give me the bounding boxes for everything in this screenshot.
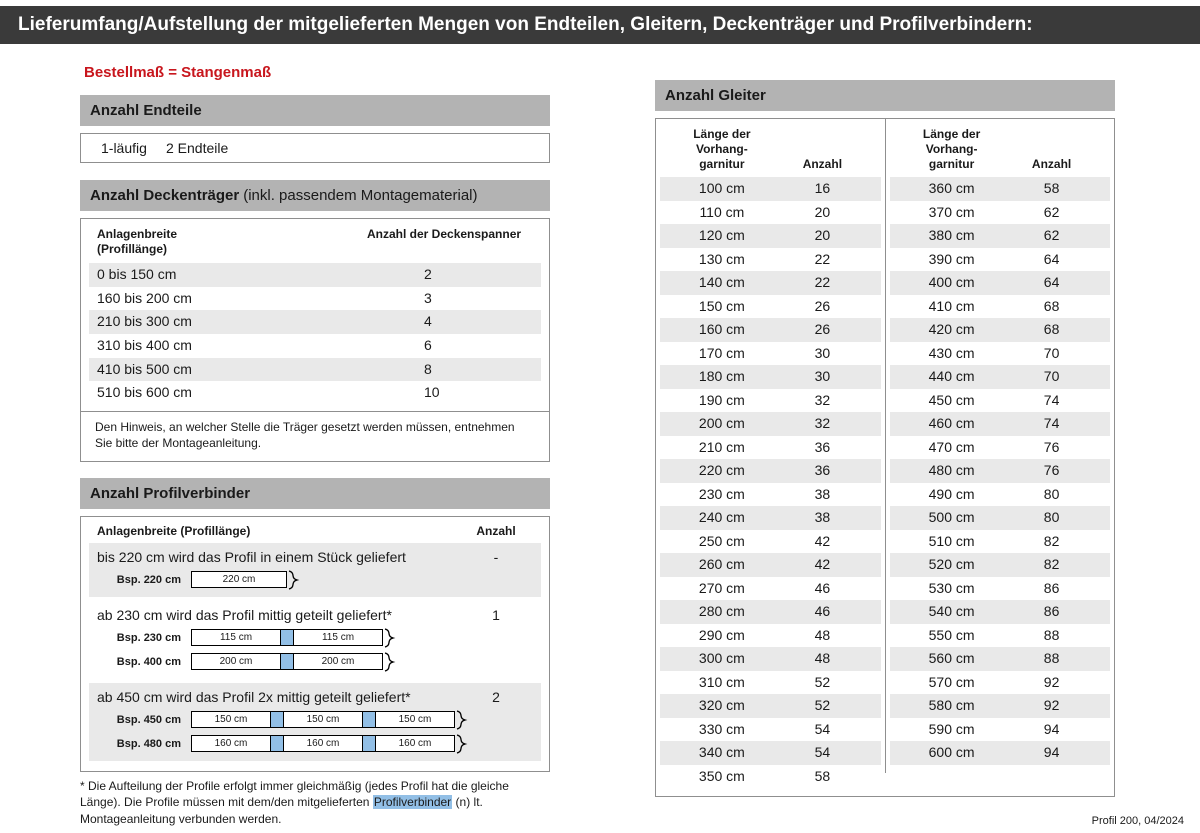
gleiter-row [890, 177, 1110, 201]
profilverbinder-table [80, 516, 550, 772]
section-header-profilverbinder: Anzahl Profilverbinder [80, 478, 550, 509]
gleiter-row [890, 647, 1110, 671]
rule-text: bis 220 cm wird das Profil in einem Stück geliefert [97, 548, 406, 565]
gleiter-row [660, 624, 881, 648]
page-title: Lieferumfang/Aufstellung der mitgelieferten Mengen von Endteilen, Gleitern, Deckenträger und Profilverbindern: [0, 6, 1200, 44]
profile-example-row [89, 650, 541, 674]
profile-segment: 150 cm [283, 711, 363, 728]
gleiter-row [660, 342, 881, 366]
gleiter-row [890, 342, 1110, 366]
anzahl-cell: 76 [1043, 462, 1060, 478]
anzahl-cell: 52 [814, 673, 831, 690]
col-anlagenbreite-line2: (Profillänge) [97, 242, 168, 256]
laenge-cell: 500 cm [928, 509, 975, 525]
laenge-cell: 250 cm [698, 532, 745, 549]
anzahl-cell: 74 [1043, 391, 1060, 408]
deckentraeger-row [89, 381, 541, 405]
anzahl-cell: 58 [814, 767, 831, 784]
gleiter-row [660, 530, 881, 554]
endteile-row-label: 1-läufig [101, 140, 147, 156]
col-anzahl: Anzahl [1031, 157, 1072, 171]
laenge-cell: 140 cm [698, 274, 745, 290]
profile-segment: 160 cm [375, 735, 455, 752]
gleiter-rows-right [890, 177, 1110, 765]
col-anlagenbreite [81, 227, 367, 257]
col-laenge-line3: garnitur [928, 157, 975, 171]
laenge-cell: 100 cm [698, 180, 745, 196]
anzahl-cell: 76 [1043, 438, 1060, 455]
anzahl-cell: 94 [1043, 744, 1060, 760]
anlagenbreite-cell: 510 bis 600 cm [97, 384, 192, 401]
profilverbinder-connector [280, 653, 294, 670]
laenge-cell: 200 cm [698, 415, 745, 431]
anzahl-cell: 46 [814, 603, 831, 619]
anzahl-cell: 54 [814, 744, 831, 760]
deckentraeger-table-header [81, 219, 549, 263]
anzahl-cell: 4 [424, 313, 432, 330]
gleiter-row [890, 741, 1110, 765]
col-anzahl: Anzahl [476, 523, 516, 538]
laenge-cell: 530 cm [928, 579, 975, 596]
gleiter-row [890, 271, 1110, 295]
anzahl-cell: 26 [814, 321, 831, 337]
anlagenbreite-cell: 410 bis 500 cm [97, 360, 192, 377]
right-column [655, 80, 1115, 797]
gleiter-row [890, 694, 1110, 718]
deckentraeger-rows [81, 263, 549, 411]
anzahl-cell: 62 [1043, 203, 1060, 220]
deckentraeger-row [89, 310, 541, 334]
anzahl-cell: 82 [1043, 532, 1060, 549]
gleiter-table-left-half [656, 119, 885, 796]
gleiter-row [890, 506, 1110, 530]
anzahl-cell: 64 [1043, 250, 1060, 267]
laenge-cell: 380 cm [928, 227, 975, 243]
profilverbinder-rule-row [89, 685, 541, 708]
laenge-cell: 370 cm [928, 203, 975, 220]
gleiter-header-right [890, 125, 1110, 177]
anlagenbreite-cell: 160 bis 200 cm [97, 289, 192, 306]
profile-break-icon [456, 734, 468, 754]
laenge-cell: 130 cm [698, 250, 745, 267]
anzahl-cell: 70 [1043, 368, 1060, 384]
anzahl-cell: 54 [814, 720, 831, 737]
anzahl-cell: 88 [1043, 650, 1060, 666]
profilverbinder-group [89, 601, 541, 679]
profilverbinder-connector [270, 711, 284, 728]
profile-segment: 200 cm [293, 653, 383, 670]
gleiter-row [660, 436, 881, 460]
profile-segment: 115 cm [293, 629, 383, 646]
deckentraeger-row [89, 287, 541, 311]
anzahl-cell: 62 [1043, 227, 1060, 243]
gleiter-row [660, 577, 881, 601]
profile-break-icon [288, 570, 300, 590]
laenge-cell: 520 cm [928, 556, 975, 572]
gleiter-row [660, 741, 881, 765]
laenge-cell: 230 cm [698, 485, 745, 502]
anzahl-cell: 20 [814, 203, 831, 220]
anzahl-cell: 86 [1043, 603, 1060, 619]
gleiter-row [890, 530, 1110, 554]
anzahl-cell: 68 [1043, 321, 1060, 337]
profilverbinder-group [89, 543, 541, 597]
profilverbinder-groups [81, 543, 549, 761]
laenge-cell: 340 cm [698, 744, 745, 760]
anzahl-cell: 80 [1043, 485, 1060, 502]
laenge-cell: 460 cm [928, 415, 975, 431]
gleiter-table-right-half [885, 119, 1114, 773]
laenge-cell: 540 cm [928, 603, 975, 619]
anzahl-cell: 48 [814, 650, 831, 666]
anzahl-cell: 20 [814, 227, 831, 243]
gleiter-row [890, 483, 1110, 507]
footnote-text-pre: * Die Aufteilung der Profile erfolgt immer gleichmäßig (jedes Profil hat die gleiche Länge). Die Profile müssen mit dem/den mitgelieferten [80, 778, 509, 810]
col-laenge-vorhanggarnitur [660, 127, 784, 172]
laenge-cell: 160 cm [698, 321, 745, 337]
section-header-gleiter: Anzahl Gleiter [655, 80, 1115, 111]
gleiter-row [660, 647, 881, 671]
profile-segment: 220 cm [191, 571, 287, 588]
gleiter-row [660, 553, 881, 577]
left-column [80, 62, 550, 828]
col-anlagenbreite-line1: Anlagenbreite [97, 227, 178, 241]
gleiter-row [660, 201, 881, 225]
anzahl-cell: 58 [1043, 180, 1060, 196]
example-label: Bsp. 220 cm [116, 573, 181, 586]
anzahl-cell: 6 [424, 337, 432, 354]
gleiter-row [890, 201, 1110, 225]
gleiter-row [890, 389, 1110, 413]
gleiter-row [660, 177, 881, 201]
laenge-cell: 400 cm [928, 274, 975, 290]
col-anzahl: Anzahl [802, 157, 843, 171]
anzahl-cell: 70 [1043, 344, 1060, 361]
col-laenge-line1: Länge der [693, 127, 751, 141]
profile-segment: 150 cm [375, 711, 455, 728]
laenge-cell: 280 cm [698, 603, 745, 619]
gleiter-row [890, 365, 1110, 389]
laenge-cell: 410 cm [928, 297, 975, 314]
anzahl-cell: 22 [814, 250, 831, 267]
gleiter-row [890, 318, 1110, 342]
anzahl-cell: 64 [1043, 274, 1060, 290]
anzahl-cell: 1 [492, 606, 500, 623]
laenge-cell: 170 cm [698, 344, 745, 361]
anzahl-cell: 2 [424, 266, 432, 282]
order-size-note: Bestellmaß = Stangenmaß [84, 64, 272, 81]
anzahl-cell: 3 [424, 289, 432, 306]
laenge-cell: 330 cm [698, 720, 745, 737]
anzahl-cell: 16 [814, 180, 831, 196]
laenge-cell: 220 cm [698, 462, 745, 478]
profilverbinder-connector [362, 735, 376, 752]
rule-text: ab 450 cm wird das Profil 2x mittig geteilt geliefert* [97, 688, 411, 705]
rule-text: ab 230 cm wird das Profil mittig geteilt geliefert* [97, 606, 392, 623]
endteile-row-value: 2 Endteile [166, 140, 229, 156]
deckentraeger-note: Den Hinweis, an welcher Stelle die Träger gesetzt werden müssen, entnehmen Sie bitte der Montageanleitung. [81, 411, 549, 460]
laenge-cell: 590 cm [928, 720, 975, 737]
anzahl-cell: 30 [814, 344, 831, 361]
profile-example-row [89, 626, 541, 650]
deckentraeger-row [89, 334, 541, 358]
profile-bar [191, 570, 300, 590]
anzahl-cell: 38 [814, 509, 831, 525]
laenge-cell: 360 cm [928, 180, 975, 196]
profile-segment: 150 cm [191, 711, 271, 728]
anzahl-cell: 30 [814, 368, 831, 384]
laenge-cell: 490 cm [928, 485, 975, 502]
profilverbinder-rule-row [89, 545, 541, 568]
profilverbinder-connector [280, 629, 294, 646]
anzahl-cell: 22 [814, 274, 831, 290]
laenge-cell: 190 cm [698, 391, 745, 408]
profile-segment: 115 cm [191, 629, 281, 646]
laenge-cell: 350 cm [698, 767, 745, 784]
section-header-endteile: Anzahl Endteile [80, 95, 550, 126]
laenge-cell: 240 cm [698, 509, 745, 525]
anzahl-cell: 36 [814, 462, 831, 478]
col-laenge-line3: garnitur [699, 157, 745, 171]
anlagenbreite-cell: 0 bis 150 cm [97, 266, 177, 282]
gleiter-row [660, 718, 881, 742]
profile-segment: 160 cm [191, 735, 271, 752]
anzahl-cell: 32 [814, 415, 831, 431]
section-header-deckentraeger-bold: Anzahl Deckenträger [90, 187, 240, 204]
laenge-cell: 560 cm [928, 650, 975, 666]
gleiter-row [660, 318, 881, 342]
anzahl-cell: 68 [1043, 297, 1060, 314]
gleiter-row [660, 506, 881, 530]
anzahl-cell: 86 [1043, 579, 1060, 596]
profile-break-icon [456, 710, 468, 730]
gleiter-row [890, 718, 1110, 742]
example-label: Bsp. 400 cm [116, 655, 181, 668]
anzahl-cell: 32 [814, 391, 831, 408]
gleiter-row [660, 224, 881, 248]
section-header-deckentraeger-normal: (inkl. passendem Montagematerial) [243, 187, 478, 204]
deckentraeger-row [89, 358, 541, 382]
laenge-cell: 300 cm [698, 650, 745, 666]
gleiter-row [890, 671, 1110, 695]
laenge-cell: 110 cm [699, 203, 745, 220]
gleiter-row [660, 671, 881, 695]
gleiter-table [655, 118, 1115, 797]
gleiter-header-left [660, 125, 881, 177]
anzahl-cell: - [493, 548, 499, 565]
anzahl-cell: 46 [814, 579, 831, 596]
document-footer: Profil 200, 04/2024 [1091, 815, 1184, 827]
laenge-cell: 320 cm [698, 697, 745, 713]
anzahl-cell: 36 [814, 438, 831, 455]
gleiter-row [890, 295, 1110, 319]
gleiter-row [660, 412, 881, 436]
laenge-cell: 270 cm [698, 579, 745, 596]
deckentraeger-row [89, 263, 541, 287]
profile-bar [191, 628, 396, 648]
laenge-cell: 600 cm [928, 744, 975, 760]
example-label: Bsp. 480 cm [116, 737, 181, 750]
laenge-cell: 290 cm [698, 626, 745, 643]
laenge-cell: 470 cm [928, 438, 975, 455]
gleiter-row [890, 553, 1110, 577]
laenge-cell: 430 cm [928, 344, 975, 361]
endteile-table [80, 133, 550, 163]
profilverbinder-group [89, 683, 541, 761]
anlagenbreite-cell: 210 bis 300 cm [97, 313, 192, 330]
laenge-cell: 150 cm [698, 297, 745, 314]
laenge-cell: 180 cm [698, 368, 745, 384]
profile-bar [191, 710, 468, 730]
profile-break-icon [384, 652, 396, 672]
profile-bar [191, 652, 396, 672]
gleiter-row [890, 577, 1110, 601]
gleiter-row [890, 436, 1110, 460]
anlagenbreite-cell: 310 bis 400 cm [97, 337, 192, 354]
col-laenge-vorhanggarnitur [890, 127, 1013, 172]
gleiter-row [890, 459, 1110, 483]
gleiter-row [660, 365, 881, 389]
profilverbinder-rule-row [89, 603, 541, 626]
gleiter-row [660, 248, 881, 272]
anzahl-cell: 52 [814, 697, 831, 713]
deckentraeger-table [80, 218, 550, 462]
gleiter-row [890, 600, 1110, 624]
footnote-highlight: Profilverbinder [373, 795, 452, 810]
anzahl-cell: 80 [1043, 509, 1060, 525]
laenge-cell: 580 cm [928, 697, 975, 713]
col-laenge-line1: Länge der [922, 127, 981, 141]
col-anzahl-deckenspanner: Anzahl der Deckenspanner [367, 227, 522, 241]
anzahl-cell: 82 [1043, 556, 1060, 572]
anzahl-cell: 38 [814, 485, 831, 502]
profile-segment: 160 cm [283, 735, 363, 752]
profile-example-row [89, 568, 541, 592]
anzahl-cell: 94 [1043, 720, 1060, 737]
gleiter-row [660, 765, 881, 789]
section-header-deckentraeger [80, 180, 550, 211]
anzahl-cell: 2 [492, 688, 500, 705]
gleiter-row [660, 295, 881, 319]
gleiter-row [660, 600, 881, 624]
anzahl-cell: 8 [424, 360, 432, 377]
laenge-cell: 550 cm [928, 626, 975, 643]
profile-example-row [89, 708, 541, 732]
profile-break-icon [384, 628, 396, 648]
footnote-text-post: (n) lt. Montageanleitung verbunden werden. [80, 795, 483, 827]
col-laenge-line2: Vorhang- [695, 142, 748, 156]
profilverbinder-footnote [80, 778, 550, 828]
gleiter-rows-left [660, 177, 881, 788]
gleiter-row [660, 483, 881, 507]
laenge-cell: 210 cm [698, 438, 745, 455]
anzahl-cell: 26 [814, 297, 831, 314]
anzahl-cell: 42 [814, 532, 831, 549]
profile-segment: 200 cm [191, 653, 281, 670]
laenge-cell: 440 cm [928, 368, 975, 384]
laenge-cell: 570 cm [928, 673, 975, 690]
gleiter-row [660, 694, 881, 718]
anzahl-cell: 42 [814, 556, 831, 572]
gleiter-row [660, 389, 881, 413]
gleiter-row [660, 271, 881, 295]
laenge-cell: 120 cm [698, 227, 745, 243]
laenge-cell: 420 cm [928, 321, 975, 337]
gleiter-row [890, 412, 1110, 436]
laenge-cell: 260 cm [698, 556, 745, 572]
laenge-cell: 480 cm [928, 462, 975, 478]
gleiter-row [890, 224, 1110, 248]
col-laenge-line2: Vorhang- [925, 142, 978, 156]
laenge-cell: 310 cm [698, 673, 745, 690]
gleiter-row [890, 624, 1110, 648]
profilverbinder-table-header [81, 517, 549, 543]
profile-bar [191, 734, 468, 754]
profilverbinder-connector [362, 711, 376, 728]
profile-example-row [89, 732, 541, 756]
anzahl-cell: 88 [1043, 626, 1060, 643]
anzahl-cell: 74 [1043, 415, 1060, 431]
gleiter-row [660, 459, 881, 483]
col-anlagenbreite-profillaenge: Anlagenbreite (Profillänge) [97, 523, 251, 538]
laenge-cell: 450 cm [928, 391, 975, 408]
laenge-cell: 510 cm [928, 532, 975, 549]
example-label: Bsp. 230 cm [116, 631, 181, 644]
anzahl-cell: 10 [424, 384, 440, 401]
example-label: Bsp. 450 cm [116, 713, 181, 726]
laenge-cell: 390 cm [928, 250, 975, 267]
anzahl-cell: 92 [1043, 673, 1060, 690]
profilverbinder-connector [270, 735, 284, 752]
anzahl-cell: 92 [1043, 697, 1060, 713]
anzahl-cell: 48 [814, 626, 831, 643]
gleiter-row [890, 248, 1110, 272]
